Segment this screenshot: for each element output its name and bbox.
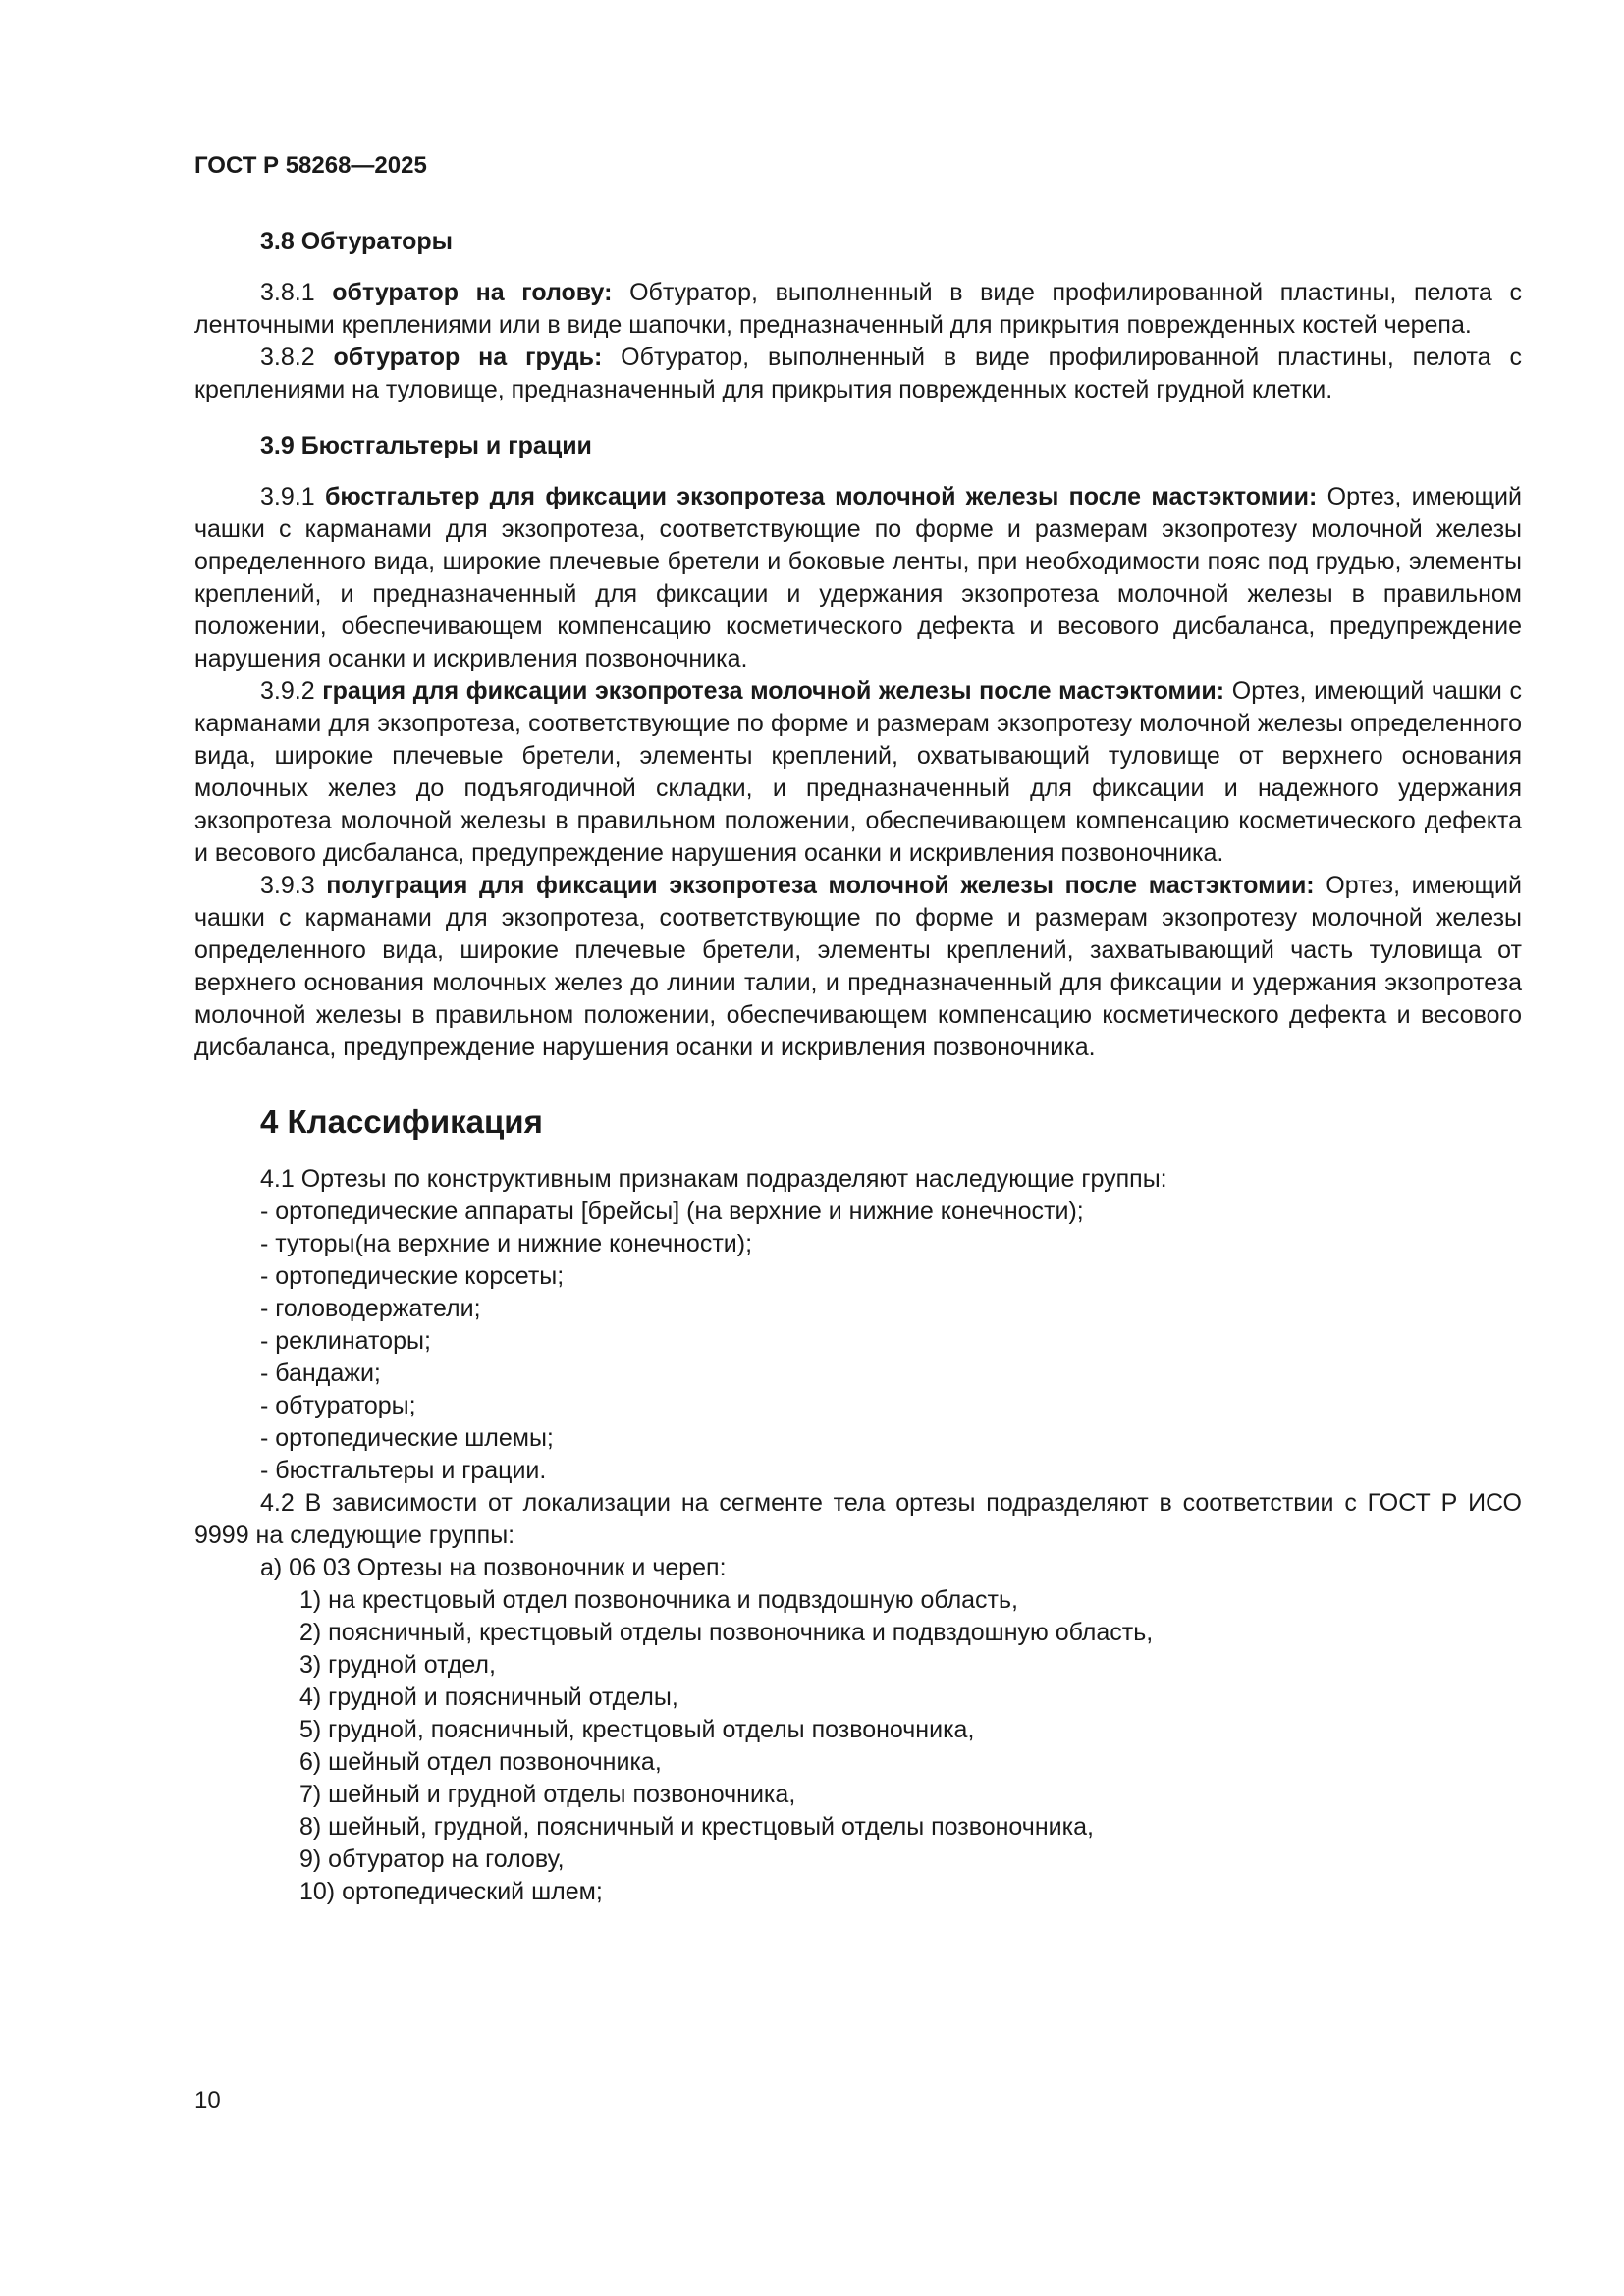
list-item: - ортопедические корсеты;: [260, 1262, 565, 1290]
list-item: 10) ортопедический шлем;: [299, 1878, 603, 1905]
definition-text: Ортез, имеющий чашки с карманами для экзопротеза, соответствующие по форме и размерам экзопротезу молочной железы определенного вида, широкие плечевые бретели, элементы креплений, охватывающий туловище от верхнего основания молочных желез до подъягодичной складки, и предназначенный для фиксации и надежного удержания экзопротеза молочной железы в правильном положении, обеспечивающем компенсацию косметического дефекта и весового дисбаланса, предупреждение нарушения осанки и искривления позвоночника.: [194, 677, 1523, 867]
term: полуграция для фиксации экзопротеза молочной железы после мастэктомии:: [326, 872, 1315, 899]
list-item: - туторы(на верхние и нижние конечности);: [260, 1230, 753, 1257]
page-number: 10: [194, 2087, 221, 2113]
document-body: [194, 226, 1522, 1908]
list-item: - ортопедические аппараты [брейсы] (на верхние и нижние конечности);: [260, 1198, 1084, 1225]
definition-3-8-2: [194, 342, 1522, 406]
numbered-list: [194, 1584, 1522, 1908]
term: обтуратор на голову:: [332, 279, 613, 306]
list-item: - бандажи;: [260, 1360, 381, 1387]
term: грация для фиксации экзопротеза молочной железы после мастэктомии:: [322, 677, 1225, 705]
definition-3-9-3: [194, 870, 1522, 1064]
definition-3-8-1: [194, 277, 1522, 342]
list-item: - ортопедические шлемы;: [260, 1424, 554, 1452]
term: бюстгальтер для фиксации экзопротеза молочной железы после мастэктомии:: [324, 483, 1318, 510]
list-item: 3) грудной отдел,: [299, 1651, 496, 1679]
list-item: - головодержатели;: [260, 1295, 481, 1322]
section-3-8-heading: 3.8 Обтураторы: [260, 228, 454, 255]
list-item: - обтураторы;: [260, 1392, 416, 1419]
clause-number: 3.9.2: [260, 677, 315, 705]
definition-3-9-2: [194, 675, 1522, 870]
subgroup-a: а) 06 03 Ортезы на позвоночник и череп:: [260, 1554, 727, 1581]
definition-text: Ортез, имеющий чашки с карманами для экзопротеза, соответствующие по форме и размерам экзопротезу молочной железы определенного вида, широкие плечевые бретели, элементы креплений, захватывающий часть туловища от верхнего основания молочных желез до линии талии, и предназначенный для фиксации и удержания экзопротеза молочной железы в правильном положении, обеспечивающем компенсацию косметического дефекта и весового дисбаланса, предупреждение нарушения осанки и искривления позвоночника.: [194, 872, 1522, 1061]
clause-number: 3.8.2: [260, 344, 315, 371]
clause-number: 3.8.1: [260, 279, 315, 306]
section-3-9-heading: 3.9 Бюстгальтеры и грации: [260, 432, 592, 459]
list-item: 2) поясничный, крестцовый отделы позвоночника и подвздошную область,: [299, 1619, 1154, 1646]
definition-text: Обтуратор, выполненный в виде профилированной пластины, пелота с ленточными креплениями или в виде шапочки, предназначенный для прикрытия поврежденных костей черепа.: [194, 279, 1523, 339]
paragraph-4-1: 4.1 Ортезы по конструктивным признакам подразделяют наследующие группы:: [260, 1165, 1167, 1193]
list-item: - реклинаторы;: [260, 1327, 431, 1355]
definition-3-9-1: [194, 481, 1522, 675]
definition-text: Ортез, имеющий чашки с карманами для экзопротеза, соответствующие по форме и размерам экзопротезу молочной железы определенного вида, широкие плечевые бретели и боковые ленты, при необходимости пояс под грудью, элементы креплений, и предназначенный для фиксации и удержания экзопротеза молочной железы в правильном положении, обеспечивающем компенсацию косметического дефекта и весового дисбаланса, предупреждение нарушения осанки и искривления позвоночника.: [194, 483, 1522, 672]
paragraph-4-2: 4.2 В зависимости от локализации на сегменте тела ортезы подразделяют в соответствии с ГОСТ Р ИСО 9999 на следующие группы:: [194, 1489, 1522, 1549]
list-item: 5) грудной, поясничный, крестцовый отделы позвоночника,: [299, 1716, 975, 1743]
clause-number: 3.9.1: [260, 483, 315, 510]
clause-number: 3.9.3: [260, 872, 315, 899]
list-item: 9) обтуратор на голову,: [299, 1845, 565, 1873]
list-item: 4) грудной и поясничный отделы,: [299, 1683, 678, 1711]
list-item: 1) на крестцовый отдел позвоночника и подвздошную область,: [299, 1586, 1018, 1614]
term: обтуратор на грудь:: [333, 344, 603, 371]
groups-list: [194, 1196, 1522, 1487]
list-item: 7) шейный и грудной отделы позвоночника,: [299, 1781, 796, 1808]
definition-text: Обтуратор, выполненный в виде профилированной пластины, пелота с креплениями на туловище, предназначенный для прикрытия поврежденных костей грудной клетки.: [194, 344, 1522, 403]
list-item: - бюстгальтеры и грации.: [260, 1457, 547, 1484]
list-item: 8) шейный, грудной, поясничный и крестцовый отделы позвоночника,: [299, 1813, 1094, 1841]
list-item: 6) шейный отдел позвоночника,: [299, 1748, 662, 1776]
document-header: ГОСТ Р 58268—2025: [194, 152, 427, 179]
section-4-heading: 4 Классификация: [260, 1103, 543, 1140]
